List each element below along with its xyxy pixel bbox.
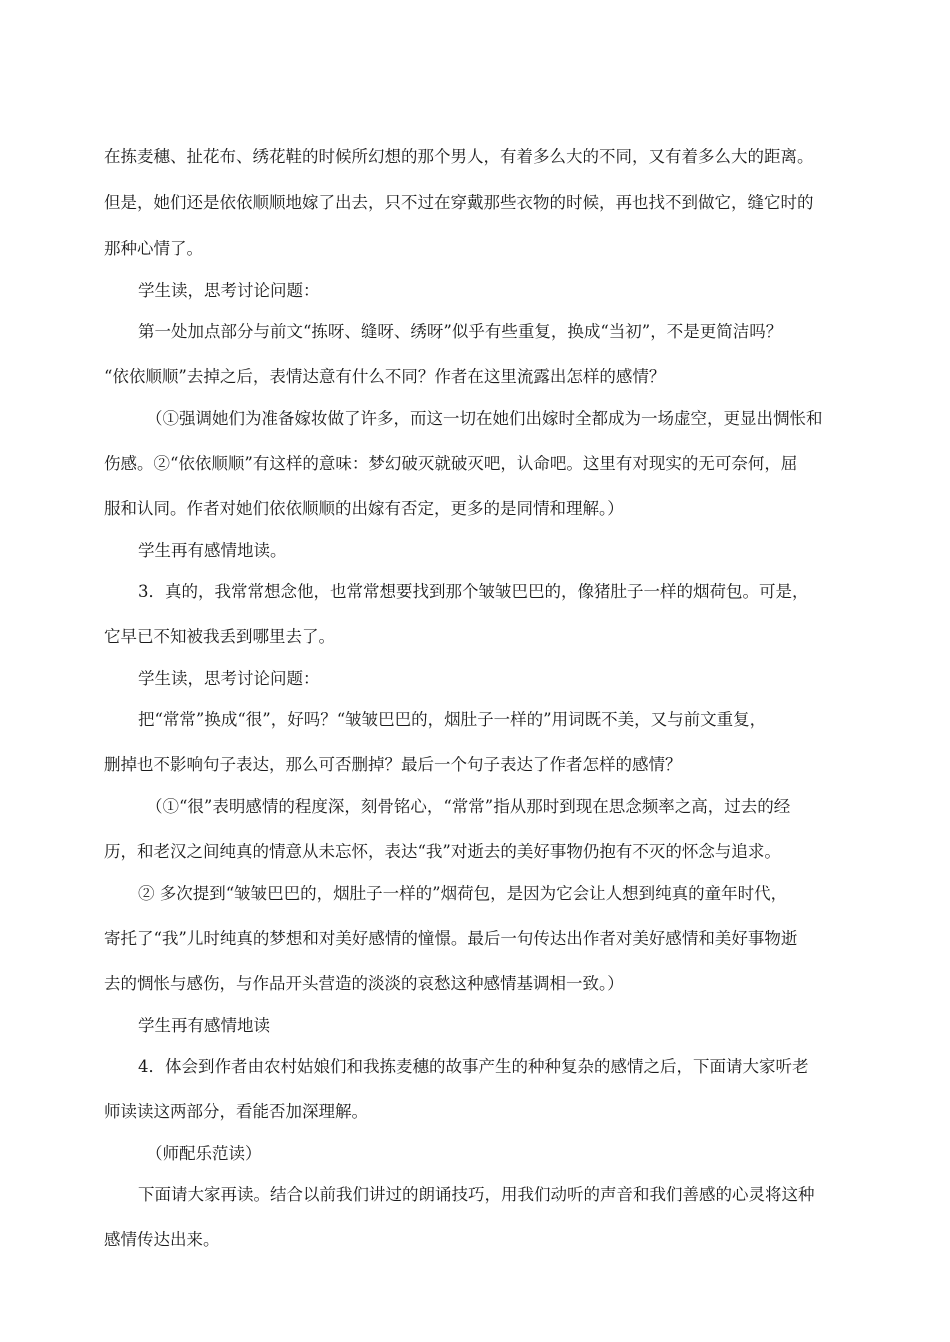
text-line: 把“常常”换成“很”，好吗？“皱皱巴巴的，烟肚子一样的”用词既不美，又与前文重复， xyxy=(138,710,767,729)
text-line: 它早已不知被我丢到哪里去了。 xyxy=(104,627,335,646)
text-line: （师配乐范读） xyxy=(146,1144,262,1163)
text-line: 下面请大家再读。结合以前我们讲过的朗诵技巧，用我们动听的声音和我们善感的心灵将这种 xyxy=(138,1185,815,1204)
text-line: 感情传达出来。 xyxy=(104,1230,220,1249)
text-line: 3．真的，我常常想念他，也常常想要找到那个皱皱巴巴的，像猪肚子一样的烟荷包。可是， xyxy=(138,582,809,601)
text-line: 服和认同。作者对她们依依顺顺的出嫁有否定，更多的是同情和理解。） xyxy=(104,499,624,518)
text-line: 历，和老汉之间纯真的情意从未忘怀，表达“我”对逝去的美好事物仍抱有不灭的怀念与追求。 xyxy=(104,842,781,861)
text-line: 但是，她们还是依依顺顺地嫁了出去，只不过在穿戴那些衣物的时候，再也找不到做它，缝它时的 xyxy=(104,193,814,212)
text-line: 第一处加点部分与前文“拣呀、缝呀、绣呀”似乎有些重复，换成“当初”，不是更简洁吗？ xyxy=(138,322,783,341)
text-line: （①“很”表明感情的程度深，刻骨铭心，“常常”指从那时到现在思念频率之高，过去的经 xyxy=(146,797,791,816)
text-line: 寄托了“我”儿时纯真的梦想和对美好感情的憧憬。最后一句传达出作者对美好感情和美好事物逝 xyxy=(104,929,798,948)
text-line: 学生再有感情地读。 xyxy=(138,541,287,560)
text-line: ② 多次提到“皱皱巴巴的，烟肚子一样的”烟荷包，是因为它会让人想到纯真的童年时代， xyxy=(138,884,788,903)
text-line: 学生再有感情地读 xyxy=(138,1016,270,1035)
text-line: 4．体会到作者由农村姑娘们和我拣麦穗的故事产生的种种复杂的感情之后，下面请大家听老 xyxy=(138,1057,809,1076)
text-line: 伤感。②“依依顺顺”有这样的意味：梦幻破灭就破灭吧，认命吧。这里有对现实的无可奈何，屈 xyxy=(104,454,798,473)
text-line: 去的惆怅与感伤，与作品开头营造的淡淡的哀愁这种感情基调相一致。） xyxy=(104,974,624,993)
text-line: “依依顺顺”去掉之后，表情达意有什么不同？作者在这里流露出怎样的感情？ xyxy=(104,367,666,386)
text-line: （①强调她们为准备嫁妆做了许多，而这一切在她们出嫁时全都成为一场虚空，更显出惆怅和 xyxy=(146,409,823,428)
text-line: 学生读，思考讨论问题： xyxy=(138,669,320,688)
text-line: 删掉也不影响句子表达，那么可否删掉？最后一个句子表达了作者怎样的感情？ xyxy=(104,755,682,774)
text-line: 学生读，思考讨论问题： xyxy=(138,281,320,300)
text-line: 在拣麦穗、扯花布、绣花鞋的时候所幻想的那个男人，有着多么大的不同，又有着多么大的距离。 xyxy=(104,147,814,166)
text-line: 那种心情了。 xyxy=(104,239,203,258)
text-line: 师读读这两部分，看能否加深理解。 xyxy=(104,1102,368,1121)
